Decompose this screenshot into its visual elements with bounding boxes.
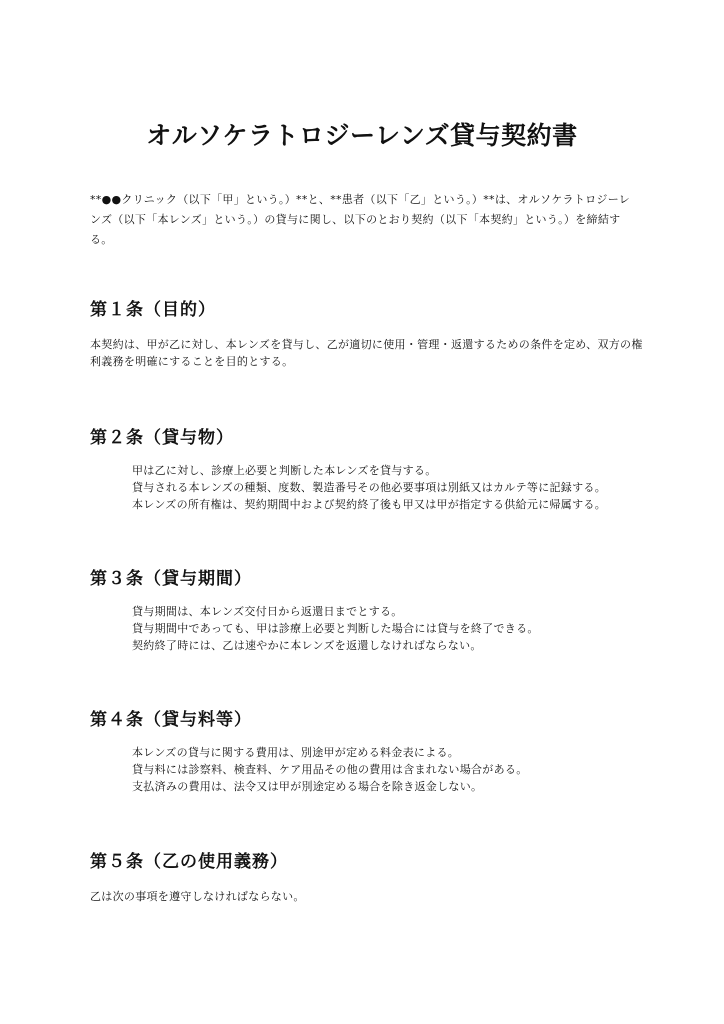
article-1 <box>90 298 650 370</box>
list-item: 本レンズの貸与に関する費用は、別途甲が定める料金表による。 <box>132 746 460 759</box>
article-4 <box>90 708 650 795</box>
article-heading: 第３条（貸与期間） <box>90 569 252 589</box>
article-items <box>90 462 650 513</box>
article-heading: 第４条（貸与料等） <box>90 710 252 730</box>
list-item: 支払済みの費用は、法令又は甲が別途定める場合を除き返金しない。 <box>132 780 483 793</box>
list-item: 契約終了時には、乙は速やかに本レンズを返還しなければならない。 <box>132 639 482 652</box>
article-body: 本契約は、甲が乙に対し、本レンズを貸与し、乙が適切に使用・管理・返還するための条件を定め、双方の権利義務を明確にすることを目的とする。 <box>90 338 643 368</box>
document-title: オルソケラトロジーレンズ貸与契約書 <box>146 121 578 150</box>
list-item: 貸与料には診察料、検査料、ケア用品その他の費用は含まれない場合がある。 <box>132 763 528 776</box>
article-heading: 第２条（貸与物） <box>90 428 234 448</box>
intro-paragraph: **●●クリニック（以下「甲」という。）**と、**患者（以下「乙」という。）**は、オルソケラトロジーレンズ（以下「本レンズ」という。）の貸与に関し、以下のとおり契約（以下「本契約」という。）を締結する。 <box>90 193 631 246</box>
list-item: 貸与期間中であっても、甲は診療上必要と判断した場合には貸与を終了できる。 <box>132 622 539 635</box>
article-items <box>90 603 650 654</box>
list-item: 甲は乙に対し、診療上必要と判断した本レンズを貸与する。 <box>132 464 437 477</box>
article-2 <box>90 426 650 513</box>
article-body: 乙は次の事項を遵守しなければならない。 <box>90 890 305 903</box>
list-item: 貸与される本レンズの種類、度数、製造番号その他必要事項は別紙又はカルテ等に記録する。 <box>132 481 606 494</box>
list-item: 貸与期間は、本レンズ交付日から返還日までとする。 <box>132 605 403 618</box>
article-5 <box>90 850 650 905</box>
article-3 <box>90 567 650 654</box>
list-item: 本レンズの所有権は、契約期間中および契約終了後も甲又は甲が指定する供給元に帰属する。 <box>132 498 606 511</box>
article-items <box>90 744 650 795</box>
article-heading: 第１条（目的） <box>90 300 216 320</box>
article-heading: 第５条（乙の使用義務） <box>90 852 288 872</box>
